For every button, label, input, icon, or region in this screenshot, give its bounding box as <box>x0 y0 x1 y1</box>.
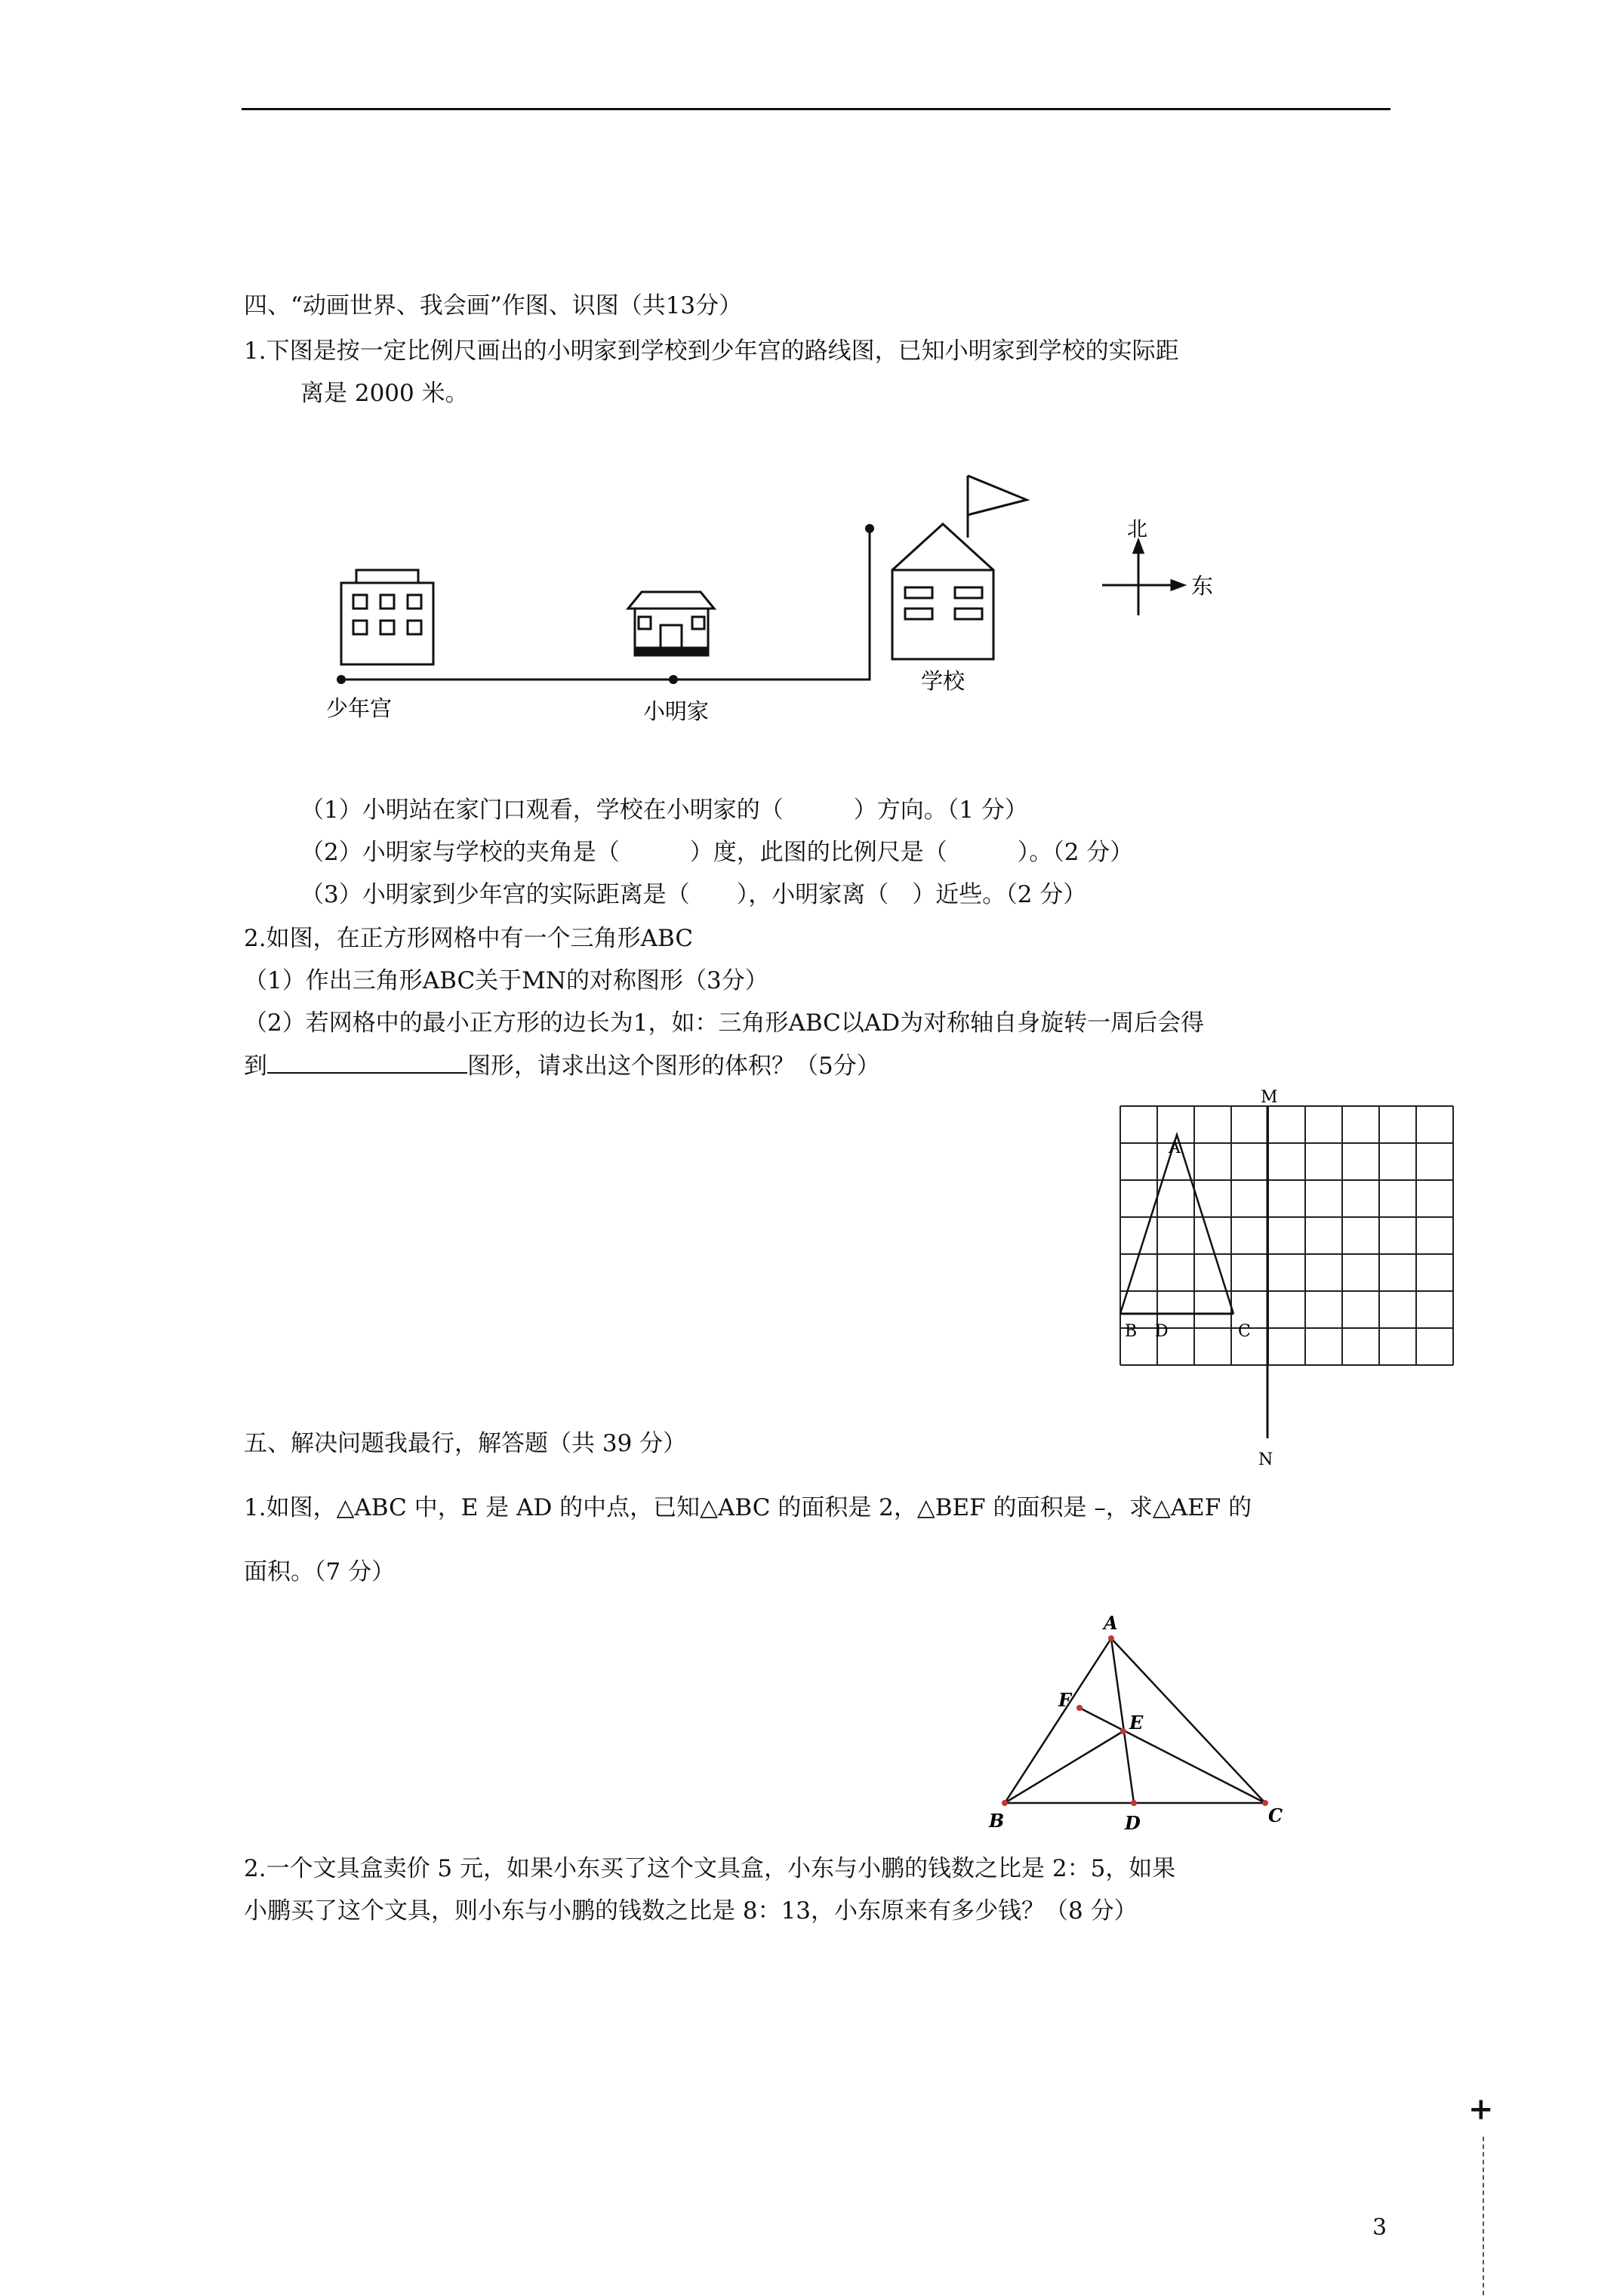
label-home: 小明家 <box>643 698 710 724</box>
q4-2-sub2-pre: 到 <box>244 1052 267 1080</box>
label-east: 东 <box>1191 573 1214 599</box>
home-house-icon <box>628 592 714 655</box>
grid-label-d: D <box>1155 1322 1169 1341</box>
section-5-heading: 五、解决问题我最行，解答题（共 39 分） <box>244 1430 687 1457</box>
school-dot <box>865 524 874 533</box>
point-c <box>1262 1800 1268 1806</box>
compass-icon <box>1102 541 1184 615</box>
header-rule <box>242 108 1390 110</box>
q4-2-sub2-line1: （2）若网格中的最小正方形的边长为1，如：三角形ABC以AD为对称轴自身旋转一周后会得 <box>244 1009 1205 1037</box>
q5-2-text-line2: 小鹏买了这个文具，则小东与小鹏的钱数之比是 8：13，小东原来有多少钱？（8 分） <box>244 1897 1138 1925</box>
q5-2-text-line1: 2.一个文具盒卖价 5 元，如果小东买了这个文具盒，小东与小鹏的钱数之比是 2：5，如果 <box>244 1855 1176 1882</box>
point-b <box>1002 1800 1008 1806</box>
point-f <box>1076 1705 1083 1711</box>
q4-2-sub2-post: 图形，请求出这个图形的体积？（5分） <box>467 1052 880 1080</box>
q4-2-sub2-line2 <box>244 1049 880 1083</box>
binding-line <box>1483 2137 1484 2295</box>
point-e <box>1120 1728 1126 1734</box>
grid-label-c: C <box>1238 1322 1251 1341</box>
q4-1-text-line2: 离是 2000 米。 <box>300 380 469 407</box>
school-icon <box>892 476 1027 659</box>
q4-2-sub1: （1）作出三角形ABC关于MN的对称图形（3分） <box>244 967 768 994</box>
point-a <box>1108 1635 1114 1641</box>
page-number: 3 <box>1372 2214 1387 2241</box>
triangle-abc <box>1120 1135 1233 1314</box>
q5-1-text-line2: 面积。（7 分） <box>244 1558 396 1586</box>
segment-be <box>1005 1731 1123 1803</box>
grid-label-a: A <box>1169 1139 1181 1157</box>
q4-1-sub3: （3）小明家到少年宫的实际距离是（ ），小明家离（ ）近些。（2 分） <box>300 881 1087 908</box>
tri-label-c: C <box>1268 1804 1283 1826</box>
point-d <box>1131 1800 1137 1806</box>
q4-1-text-line1: 1.下图是按一定比例尺画出的小明家到学校到少年宫的路线图，已知小明家到学校的实际距 <box>244 337 1179 365</box>
tri-label-d: D <box>1125 1812 1141 1834</box>
route-map-figure <box>317 461 1268 747</box>
tri-label-f: F <box>1058 1689 1072 1711</box>
tri-label-a: A <box>1104 1612 1118 1634</box>
q4-1-sub1: （1）小明站在家门口观看，学校在小明家的（ ）方向。（1 分） <box>300 797 1028 824</box>
label-palace: 少年宫 <box>326 695 393 721</box>
triangle-figure <box>974 1608 1306 1835</box>
q5-1-text-line1: 1.如图，△ABC 中，E 是 AD 的中点，已知△ABC 的面积是 2，△BEF 的面积是 –，求△AEF 的 <box>244 1494 1252 1521</box>
home-dot <box>669 675 678 684</box>
q4-2-text-line1: 2.如图，在正方形网格中有一个三角形ABC <box>244 925 694 952</box>
margin-mark: + <box>1468 2091 1494 2127</box>
grid-figure <box>1102 1087 1464 1487</box>
grid-label-b: B <box>1125 1322 1138 1341</box>
palace-dot <box>337 675 346 684</box>
label-school: 学校 <box>921 668 965 694</box>
tri-label-b: B <box>989 1810 1005 1832</box>
label-north: 北 <box>1127 518 1147 541</box>
grid-label-m: M <box>1261 1088 1278 1107</box>
tri-label-e: E <box>1129 1712 1144 1734</box>
section-4-heading: 四、“动画世界、我会画”作图、识图（共13分） <box>244 292 743 319</box>
youth-palace-icon <box>341 570 433 664</box>
q4-1-sub2: （2）小明家与学校的夹角是（ ）度，此图的比例尺是（ ）。（2 分） <box>300 839 1134 866</box>
grid-label-n: N <box>1258 1450 1273 1469</box>
segment-fc <box>1079 1708 1265 1803</box>
answer-blank <box>267 1051 467 1074</box>
